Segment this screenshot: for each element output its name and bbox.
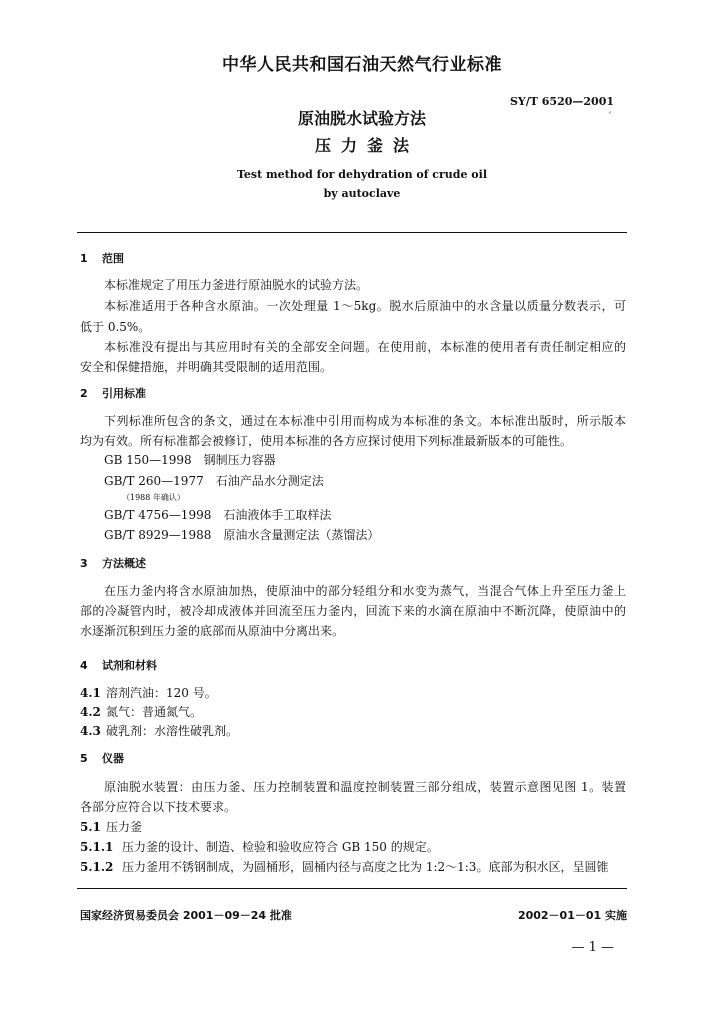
standard-code: SY/T 6520—2001 — [509, 95, 614, 108]
section-2-heading — [80, 385, 146, 401]
title-en-line1: Test method for dehydration of crude oil — [236, 168, 487, 181]
clause-number: 4.2 — [80, 705, 101, 719]
clause-item — [80, 858, 608, 875]
section-3-heading — [80, 555, 146, 571]
section-title: 范围 — [102, 252, 124, 265]
paragraph-line: 在压力釜内将含水原油加热，使原油中的部分轻组分和水变为蒸气，当混合气体上升至压力釜上 — [104, 584, 626, 598]
clause-number: 5.1.1 — [80, 840, 114, 854]
reference-item: GB/T 4756—1998 石油液体手工取样法 — [104, 508, 332, 522]
clause-item — [80, 722, 238, 739]
section-1-heading — [80, 250, 124, 266]
section-title: 引用标准 — [102, 387, 146, 400]
subsection-heading — [80, 818, 142, 835]
paragraph-line: 本标准规定了用压力釜进行原油脱水的试验方法。 — [104, 278, 369, 292]
section-number: 2 — [80, 387, 88, 400]
section-number: 3 — [80, 557, 88, 570]
section-title: 方法概述 — [102, 557, 146, 570]
paragraph-line: 低于 0.5%。 — [80, 320, 151, 334]
clause-text: 氮气：普通氮气。 — [106, 705, 203, 719]
paragraph-line: 各部分应符合以下技术要求。 — [80, 800, 237, 814]
paragraph-line: 下列标准所包含的条文，通过在本标准中引用而构成为本标准的条文。本标准出版时，所示版本 — [104, 414, 626, 428]
paragraph-line: 水逐渐沉积到压力釜的底部而从原油中分离出来。 — [80, 624, 345, 638]
section-number: 1 — [80, 252, 88, 265]
code-mark: ˊ — [607, 112, 612, 123]
reference-item: GB/T 260—1977 石油产品水分测定法 — [104, 474, 324, 488]
clause-number: 4.1 — [80, 686, 101, 700]
reference-note: （1988 年确认） — [122, 493, 185, 502]
page-number: — 1 — — [571, 940, 614, 955]
paragraph-line: 本标准没有提出与其应用时有关的全部安全问题。在使用前，本标准的使用者有责任制定相应的 — [104, 340, 626, 354]
paragraph-line: 安全和保健措施，并明确其受限制的适用范围。 — [80, 360, 333, 374]
clause-number: 5.1 — [80, 820, 101, 834]
section-4-heading — [80, 657, 157, 673]
clause-item — [80, 684, 217, 701]
section-title: 仪器 — [102, 752, 124, 765]
bottom-divider — [77, 888, 627, 889]
approval-line: 国家经济贸易委员会 2001－09－24 批准 — [80, 909, 292, 922]
paragraph-line: 原油脱水装置：由压力釜、压力控制装置和温度控制装置三部分组成，装置示意图见图 1。装置 — [104, 780, 626, 794]
title-en-line2: by autoclave — [323, 187, 401, 200]
clause-text: 压力釜的设计、制造、检验和验收应符合 GB 150 的规定。 — [122, 840, 439, 854]
clause-number: 5.1.2 — [80, 860, 114, 874]
clause-item — [80, 703, 202, 720]
clause-item — [80, 838, 439, 855]
clause-number: 4.3 — [80, 724, 101, 738]
clause-text: 溶剂汽油：120 号。 — [106, 686, 217, 700]
title-cn-line2: 压力釜法 — [314, 136, 419, 155]
title-cn-line1: 原油脱水试验方法 — [297, 109, 426, 128]
implementation-date: 2002－01－01 实施 — [517, 909, 627, 922]
clause-text: 破乳剂：水溶性破乳剂。 — [106, 724, 239, 738]
clause-text: 压力釜 — [106, 820, 143, 834]
paragraph-line: 本标准适用于各种含水原油。一次处理量 1～5kg。脱水后原油中的水含量以质量分数表示，可 — [104, 299, 626, 313]
paragraph-line: 均为有效。所有标准都会被修订，使用本标准的各方应探讨使用下列标准最新版本的可能性。 — [80, 434, 573, 448]
clause-text: 压力釜用不锈钢制成，为圆桶形，圆桶内径与高度之比为 1:2～1:3。底部为积水区，呈圆锥 — [122, 860, 609, 874]
section-number: 5 — [80, 752, 88, 765]
section-5-heading — [80, 750, 124, 766]
section-number: 4 — [80, 659, 88, 672]
top-divider — [77, 232, 627, 233]
standard-title: 中华人民共和国石油天然气行业标准 — [222, 55, 502, 75]
reference-item: GB/T 8929—1988 原油水含量测定法（蒸馏法） — [104, 528, 380, 542]
reference-item: GB 150—1998 钢制压力容器 — [104, 453, 276, 467]
paragraph-line: 部的冷凝管内时，被冷却成液体并回流至压力釜内，回流下来的水滴在原油中不断沉降，使原油中的 — [80, 604, 626, 618]
section-title: 试剂和材料 — [102, 659, 157, 672]
